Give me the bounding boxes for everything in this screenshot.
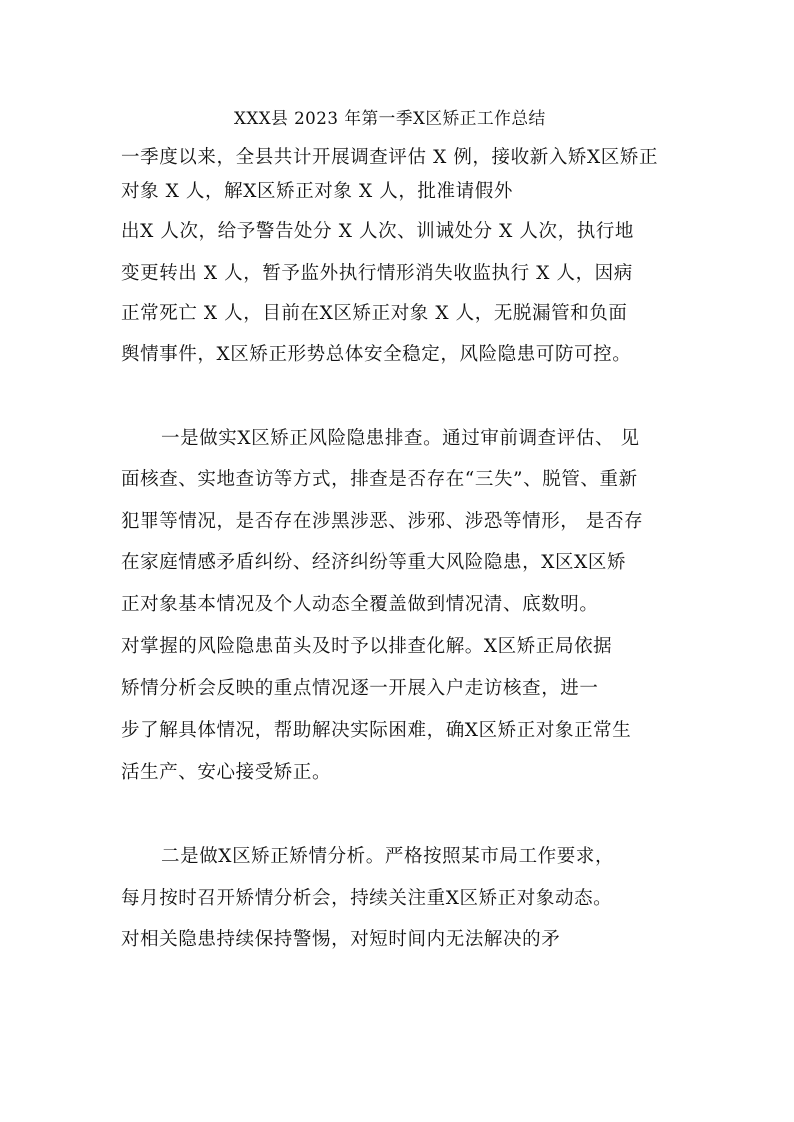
paragraph-line: 每月按时召开矫情分析会，持续关注重X区矫正对象动态。 [121, 888, 613, 909]
paragraph-line: 一季度以来，全县共计开展调查评估 X 例，接收新入矫X区矫正 [121, 147, 659, 168]
paragraph-line: 舆情事件，X区矫正形势总体安全稳定，风险隐患可防可控。 [121, 344, 632, 365]
paragraph-line: 正常死亡 X 人，目前在X区矫正对象 X 人，无脱漏管和负面 [121, 303, 628, 324]
paragraph-line: 活生产、安心接受矫正。 [121, 762, 332, 783]
paragraph-line: 变更转出 X 人，暂予监外执行情形消失收监执行 X 人，因病 [121, 263, 633, 284]
paragraph-line: 一是做实X区矫正风险隐患排查。通过审前调查评估、 见 [161, 428, 640, 449]
paragraph-line: 犯罪等情况，是否存在涉黑涉恶、涉邪、涉恐等情形， 是否存 [121, 511, 644, 532]
document-title: XXX县 2023 年第一季X区矫正工作总结 [233, 109, 546, 129]
paragraph-line: 矫情分析会反映的重点情况逐一开展入户走访核查，进一 [121, 678, 599, 699]
paragraph-line: 二是做X区矫正矫情分析。严格按照某市局工作要求， [161, 846, 615, 867]
paragraph-line: 正对象基本情况及个人动态全覆盖做到情况清、底数明。 [121, 594, 599, 615]
paragraph-line: 对掌握的风险隐患苗头及时予以排查化解。X区矫正局依据 [121, 636, 613, 657]
paragraph-line: 对相关隐患持续保持警惕，对短时间内无法解决的矛 [121, 929, 561, 950]
paragraph-line: 对象 X 人，解X区矫正对象 X 人，批准请假外 [121, 181, 513, 202]
paragraph-line: 在家庭情感矛盾纠纷、经济纠纷等重大风险隐患，X区X区矫 [121, 552, 627, 573]
paragraph-line: 步了解具体情况，帮助解决实际困难，确X区矫正对象正常生 [121, 720, 632, 741]
paragraph-line: 面核查、实地查访等方式，排查是否存在“三失”、脱管、重新 [121, 469, 638, 490]
paragraph-line: 出X 人次，给予警告处分 X 人次、训诫处分 X 人次，执行地 [121, 221, 635, 242]
